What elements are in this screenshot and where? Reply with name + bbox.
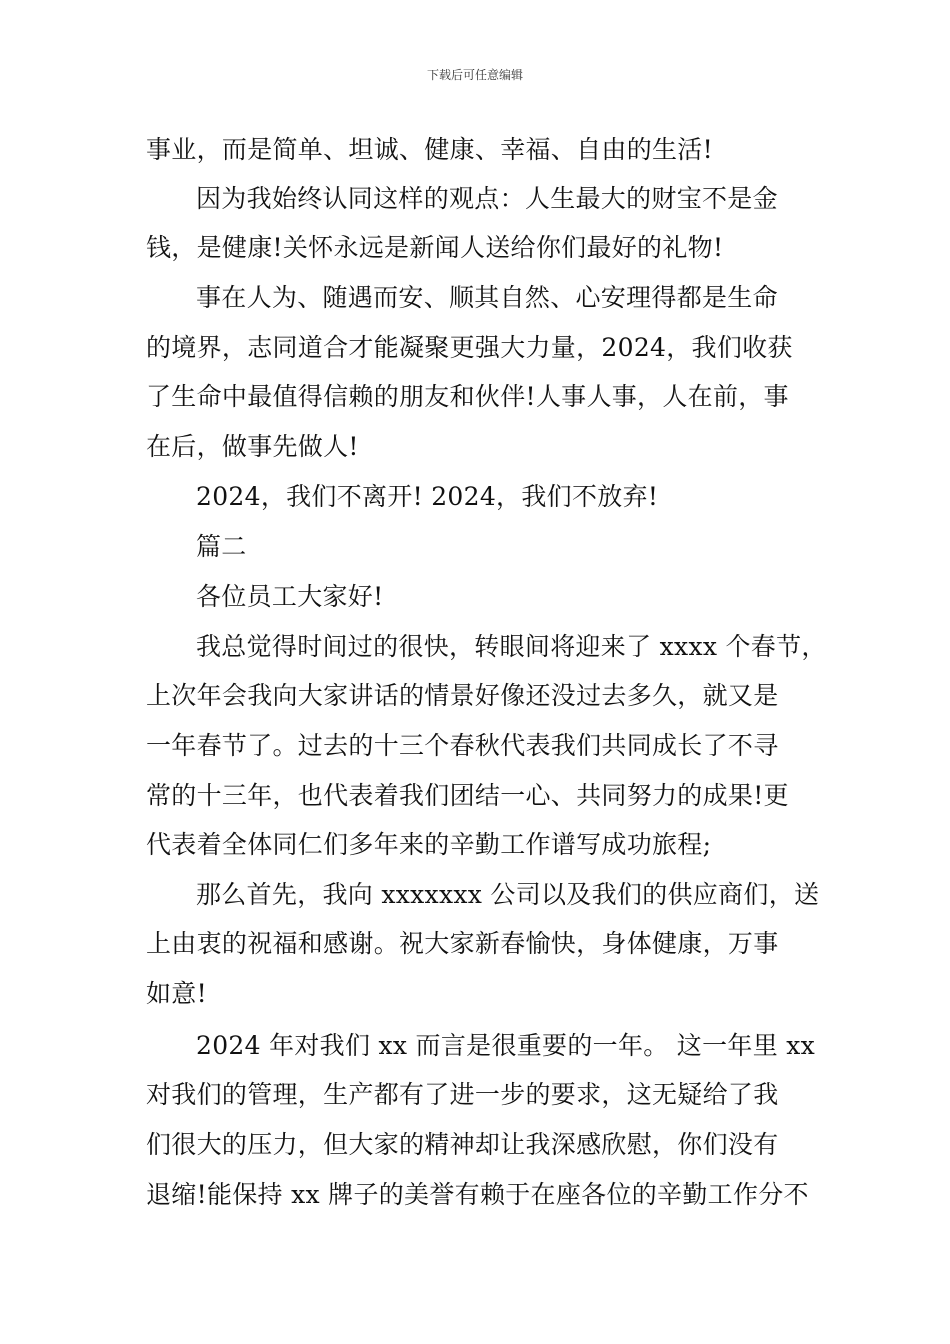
text-line: 我总觉得时间过的很快，转眼间将迎来了 xxxx 个春节， — [196, 632, 827, 661]
text-line: 退缩!能保持 xx 牌子的美誉有赖于在座各位的辛勤工作分不 — [146, 1180, 809, 1209]
text-line: 的境界，志同道合才能凝聚更强大力量，2024，我们收获 — [146, 333, 793, 362]
text-line: 钱，是健康!关怀永远是新闻人送给你们最好的礼物! — [146, 233, 724, 262]
text-line: 事在人为、随遇而安、顺其自然、心安理得都是生命 — [196, 283, 778, 312]
text-line: 们很大的压力，但大家的精神却让我深感欣慰，你们没有 — [146, 1130, 779, 1159]
text-line: 上由衷的祝福和感谢。祝大家新春愉快，身体健康，万事 — [146, 929, 779, 958]
text-line: 事业，而是简单、坦诚、健康、幸福、自由的生活! — [146, 135, 713, 164]
text-line: 2024，我们不离开! 2024，我们不放弃! — [196, 482, 659, 511]
text-line: 代表着全体同仁们多年来的辛勤工作谱写成功旅程; — [146, 830, 712, 859]
text-line: 一年春节了。过去的十三个春秋代表我们共同成长了不寻 — [146, 731, 779, 760]
text-line: 2024 年对我们 xx 而言是很重要的一年。 这一年里 xx — [196, 1031, 816, 1060]
text-line: 对我们的管理，生产都有了进一步的要求，这无疑给了我 — [146, 1080, 779, 1109]
text-line: 常的十三年，也代表着我们团结一心、共同努力的成果!更 — [146, 781, 789, 810]
text-line: 上次年会我向大家讲话的情景好像还没过去多久，就又是 — [146, 681, 779, 710]
text-line: 因为我始终认同这样的观点：人生最大的财宝不是金 — [196, 184, 778, 213]
text-line: 了生命中最值得信赖的朋友和伙伴!人事人事，人在前，事 — [146, 382, 789, 411]
text-line: 那么首先，我向 xxxxxxx 公司以及我们的供应商们，送 — [196, 880, 820, 909]
page-header: 下载后可任意编辑 — [426, 68, 523, 82]
text-line: 如意! — [146, 979, 207, 1008]
greeting-line: 各位员工大家好! — [196, 582, 384, 611]
text-line: 在后，做事先做人! — [146, 432, 359, 461]
section-heading: 篇二 — [196, 532, 247, 561]
